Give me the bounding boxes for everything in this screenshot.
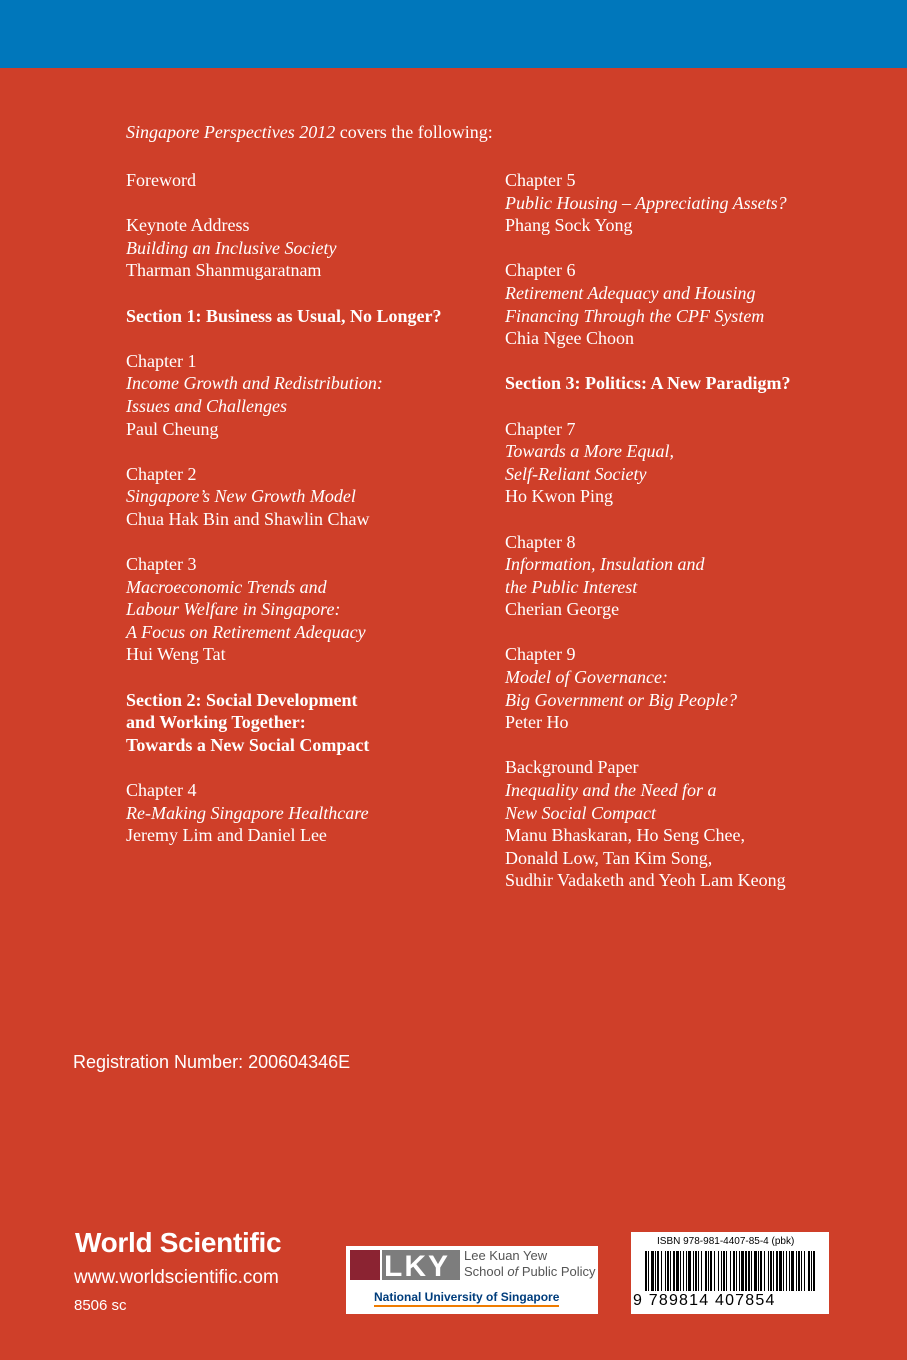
background-paper-authors: Manu Bhaskaran, Ho Seng Chee,	[505, 825, 745, 846]
chapter-8-title: the Public Interest	[505, 576, 638, 597]
barcode-bar	[651, 1251, 654, 1291]
lky-logo-line1: Lee Kuan Yew	[464, 1248, 548, 1263]
contents-column-right	[505, 169, 885, 892]
chapter-7-author: Ho Kwon Ping	[505, 486, 614, 507]
barcode-bar	[665, 1251, 666, 1291]
barcode-bar	[688, 1251, 691, 1291]
publisher-name: World Scientific	[75, 1227, 282, 1258]
chapter-8-title: Information, Insulation and	[505, 554, 705, 575]
chapter-3-title: Macroeconomic Trends and	[126, 576, 327, 597]
barcode-bar	[779, 1251, 782, 1291]
registration-number: Registration Number: 200604346E	[73, 1052, 351, 1072]
chapter-6-author: Chia Ngee Choon	[505, 328, 634, 349]
chapter-9-author: Peter Ho	[505, 712, 569, 733]
nus-name: National University of Singapore	[374, 1290, 559, 1307]
barcode-bar	[770, 1251, 772, 1291]
barcode-bar	[686, 1251, 687, 1291]
isbn-digits: 9 789814 407854	[633, 1292, 776, 1309]
barcode-bar	[705, 1251, 707, 1291]
barcode-bar	[698, 1251, 699, 1291]
barcode-bar	[811, 1251, 812, 1291]
background-paper-label: Background Paper	[505, 757, 639, 778]
barcode-bar	[760, 1251, 762, 1291]
barcode-bar	[754, 1251, 757, 1291]
contents-intro	[126, 121, 493, 144]
chapter-7-label: Chapter 7	[505, 418, 576, 439]
foreword-entry: Foreword	[126, 170, 196, 190]
barcode-bar	[783, 1251, 784, 1291]
chapter-1-author: Paul Cheung	[126, 418, 219, 439]
isbn-text: ISBN 978-981-4407-85-4 (pbk)	[657, 1236, 795, 1247]
contents-column-left	[126, 169, 506, 847]
barcode-bar	[789, 1251, 790, 1291]
section-1-heading: Section 1: Business as Usual, No Longer?	[126, 305, 442, 326]
barcode-bar	[645, 1251, 647, 1291]
section-2-heading: Section 2: Social Development	[126, 689, 358, 710]
lky-logo-line2-of: of	[507, 1264, 519, 1279]
barcode-bar	[745, 1251, 747, 1291]
barcode-bar	[718, 1251, 719, 1291]
barcode-bar	[693, 1251, 694, 1291]
barcode-bar	[748, 1251, 750, 1291]
barcode-bar	[776, 1251, 778, 1291]
chapter-9-title: Model of Governance:	[505, 667, 668, 688]
barcode-bar	[695, 1251, 697, 1291]
barcode-bar	[741, 1251, 744, 1291]
barcode-bar	[657, 1251, 659, 1291]
barcode-bar	[701, 1251, 702, 1291]
background-paper-title: New Social Compact	[505, 802, 656, 823]
section-3-heading: Section 3: Politics: A New Paradigm?	[505, 373, 791, 394]
barcode-bar	[661, 1251, 662, 1291]
chapter-5-author: Phang Sock Yong	[505, 215, 633, 236]
barcode-bar	[723, 1251, 725, 1291]
top-color-band	[0, 0, 907, 68]
barcode-bar	[655, 1251, 656, 1291]
publisher-code: 8506 sc	[74, 1297, 127, 1314]
chapter-6-title: Financing Through the CPF System	[505, 305, 765, 326]
section-2-heading: Towards a New Social Compact	[126, 734, 370, 755]
lky-logo-line2	[464, 1264, 596, 1279]
barcode-bars-icon	[645, 1251, 817, 1291]
intro-text: covers the following:	[335, 122, 493, 142]
barcode-bar	[730, 1251, 731, 1291]
barcode-bar	[736, 1251, 737, 1291]
barcode-bar	[733, 1251, 735, 1291]
barcode-bar	[804, 1251, 805, 1291]
chapter-7-title: Self-Reliant Society	[505, 463, 647, 484]
barcode-bar	[676, 1251, 679, 1291]
chapter-4-label: Chapter 4	[126, 780, 197, 801]
book-title: Singapore Perspectives 2012	[126, 122, 336, 142]
chapter-2-title: Singapore’s New Growth Model	[126, 486, 356, 507]
barcode-bar	[683, 1251, 684, 1291]
barcode-bar	[813, 1251, 815, 1291]
barcode-bar	[667, 1251, 669, 1291]
barcode-bar	[764, 1251, 765, 1291]
barcode-bar	[801, 1251, 802, 1291]
chapter-3-title: Labour Welfare in Singapore:	[126, 599, 341, 620]
lky-logo-mark-icon	[350, 1250, 460, 1280]
chapter-3-author: Hui Weng Tat	[126, 644, 226, 665]
barcode-bar	[791, 1251, 794, 1291]
chapter-5-label: Chapter 5	[505, 170, 576, 190]
chapter-1-title: Issues and Challenges	[126, 395, 287, 416]
lky-school-logo	[346, 1246, 598, 1314]
keynote-title: Building an Inclusive Society	[126, 237, 337, 258]
isbn-barcode	[631, 1232, 829, 1314]
barcode-bar	[768, 1251, 769, 1291]
chapter-9-label: Chapter 9	[505, 644, 576, 665]
chapter-9-title: Big Government or Big People?	[505, 689, 737, 710]
section-2-heading: and Working Together:	[126, 712, 306, 733]
barcode-bar	[708, 1251, 709, 1291]
barcode-bar	[673, 1251, 675, 1291]
barcode-bar	[726, 1251, 727, 1291]
lky-logo-line2-part: Public Policy	[518, 1264, 596, 1279]
chapter-3-title: A Focus on Retirement Adequacy	[126, 621, 366, 642]
chapter-6-title: Retirement Adequacy and Housing	[505, 282, 756, 303]
barcode-bar	[751, 1251, 752, 1291]
chapter-4-title: Re-Making Singapore Healthcare	[126, 802, 369, 823]
barcode-bar	[710, 1251, 712, 1291]
lky-logo-line2-part: School	[464, 1264, 508, 1279]
barcode-bar	[758, 1251, 759, 1291]
barcode-bar	[648, 1251, 649, 1291]
chapter-8-label: Chapter 8	[505, 531, 576, 552]
barcode-bar	[670, 1251, 671, 1291]
keynote-label: Keynote Address	[126, 215, 250, 236]
keynote-author: Tharman Shanmugaratnam	[126, 260, 322, 281]
barcode-bar	[739, 1251, 740, 1291]
barcode-bar	[714, 1251, 715, 1291]
barcode-bar	[798, 1251, 800, 1291]
background-paper-title: Inequality and the Need for a	[505, 780, 717, 801]
chapter-1-title: Income Growth and Redistribution:	[126, 373, 383, 394]
publisher-url: www.worldscientific.com	[74, 1267, 279, 1288]
barcode-bar	[808, 1251, 810, 1291]
barcode-bar	[721, 1251, 722, 1291]
chapter-5-title: Public Housing – Appreciating Assets?	[505, 192, 787, 213]
background-paper-authors: Sudhir Vadaketh and Yeoh Lam Keong	[505, 870, 786, 891]
background-paper-authors: Donald Low, Tan Kim Song,	[505, 847, 713, 868]
chapter-3-label: Chapter 3	[126, 554, 197, 575]
chapter-7-title: Towards a More Equal,	[505, 441, 675, 462]
barcode-bar	[773, 1251, 774, 1291]
lky-mark-text: LKY	[384, 1250, 450, 1280]
chapter-4-author: Jeremy Lim and Daniel Lee	[126, 825, 327, 846]
chapter-2-label: Chapter 2	[126, 463, 197, 484]
barcode-bar	[680, 1251, 681, 1291]
chapter-8-author: Cherian George	[505, 599, 620, 620]
barcode-bar	[786, 1251, 787, 1291]
chapter-1-label: Chapter 1	[126, 350, 197, 371]
chapter-6-label: Chapter 6	[505, 260, 576, 281]
chapter-2-author: Chua Hak Bin and Shawlin Chaw	[126, 508, 370, 529]
barcode-bar	[796, 1251, 797, 1291]
